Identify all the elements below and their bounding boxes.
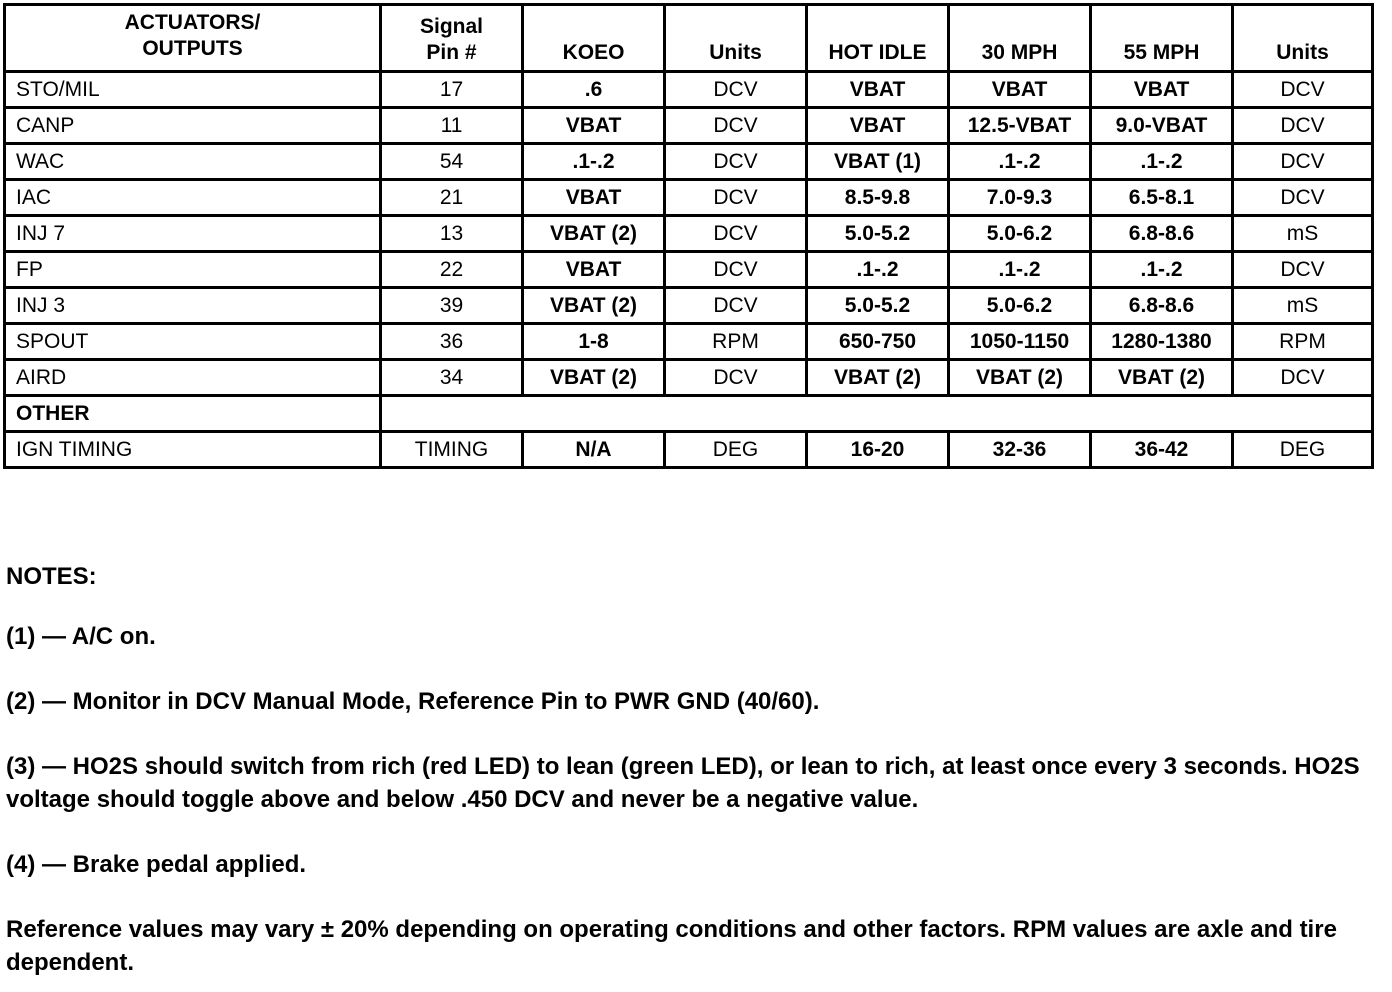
hot-idle-value: 650-750	[807, 324, 949, 360]
note-1: (1) — A/C on.	[6, 623, 156, 650]
mph55-value: VBAT (2)	[1091, 360, 1233, 396]
note-2: (2) — Monitor in DCV Manual Mode, Reference Pin to PWR GND (40/60).	[6, 688, 820, 715]
mph55-value: .1-.2	[1091, 144, 1233, 180]
note-4: (4) — Brake pedal applied.	[6, 851, 307, 878]
mph30-value: VBAT (2)	[949, 360, 1091, 396]
units-2-value: DCV	[1233, 360, 1373, 396]
mph30-value: 1050-1150	[949, 324, 1091, 360]
hot-idle-value: .1-.2	[807, 252, 949, 288]
header-signal-line2: Pin #	[426, 41, 477, 64]
table-row	[5, 144, 1373, 180]
mph30-value: .1-.2	[949, 144, 1091, 180]
other-section-label: OTHER	[5, 396, 381, 432]
signal-pin: 34	[381, 360, 523, 396]
actuators-outputs-table	[3, 3, 1374, 469]
signal-pin: 22	[381, 252, 523, 288]
mph30-value: VBAT	[949, 72, 1091, 108]
units-2-value: mS	[1233, 288, 1373, 324]
koeo-value: VBAT (2)	[523, 288, 665, 324]
units-2-value: mS	[1233, 216, 1373, 252]
units-2-value: DCV	[1233, 144, 1373, 180]
row-name: AIRD	[5, 360, 381, 396]
mph30-value: 12.5-VBAT	[949, 108, 1091, 144]
hot-idle-value: 5.0-5.2	[807, 288, 949, 324]
mph55-value: 9.0-VBAT	[1091, 108, 1233, 144]
mph30-value: 5.0-6.2	[949, 216, 1091, 252]
units-value: DCV	[665, 72, 807, 108]
table-row	[5, 360, 1373, 396]
units-value: DCV	[665, 144, 807, 180]
header-55-mph: 55 MPH	[1091, 5, 1233, 72]
table-row	[5, 324, 1373, 360]
mph30-value: 32-36	[949, 432, 1091, 468]
table-body	[5, 5, 1373, 468]
koeo-value: 1-8	[523, 324, 665, 360]
signal-pin: TIMING	[381, 432, 523, 468]
koeo-value: .1-.2	[523, 144, 665, 180]
koeo-value: VBAT (2)	[523, 360, 665, 396]
row-name: IGN TIMING	[5, 432, 381, 468]
units-2-value: DCV	[1233, 72, 1373, 108]
row-name: INJ 7	[5, 216, 381, 252]
mph55-value: 6.8-8.6	[1091, 288, 1233, 324]
hot-idle-value: VBAT (1)	[807, 144, 949, 180]
signal-pin: 13	[381, 216, 523, 252]
koeo-value: VBAT	[523, 252, 665, 288]
notes-title: NOTES:	[6, 563, 97, 590]
units-value: DCV	[665, 288, 807, 324]
row-name: IAC	[5, 180, 381, 216]
row-name: WAC	[5, 144, 381, 180]
row-name: INJ 3	[5, 288, 381, 324]
signal-pin: 39	[381, 288, 523, 324]
row-name: FP	[5, 252, 381, 288]
hot-idle-value: 8.5-9.8	[807, 180, 949, 216]
table-row	[5, 72, 1373, 108]
other-section-row	[5, 396, 1373, 432]
koeo-value: .6	[523, 72, 665, 108]
units-value: RPM	[665, 324, 807, 360]
header-koeo: KOEO	[523, 5, 665, 72]
header-actuators-line2: OUTPUTS	[142, 37, 243, 60]
table-row	[5, 216, 1373, 252]
hot-idle-value: 5.0-5.2	[807, 216, 949, 252]
hot-idle-value: VBAT (2)	[807, 360, 949, 396]
mph55-value: VBAT	[1091, 72, 1233, 108]
header-actuators-outputs	[5, 5, 381, 72]
table-row	[5, 108, 1373, 144]
units-value: DCV	[665, 180, 807, 216]
koeo-value: VBAT (2)	[523, 216, 665, 252]
header-signal-pin	[381, 5, 523, 72]
mph55-value: 36-42	[1091, 432, 1233, 468]
signal-pin: 21	[381, 180, 523, 216]
table-row	[5, 288, 1373, 324]
mph30-value: 7.0-9.3	[949, 180, 1091, 216]
units-value: DCV	[665, 216, 807, 252]
header-30-mph: 30 MPH	[949, 5, 1091, 72]
row-name: STO/MIL	[5, 72, 381, 108]
header-signal-line1: Signal	[419, 15, 483, 38]
units-2-value: DCV	[1233, 252, 1373, 288]
row-name: CANP	[5, 108, 381, 144]
note-3: (3) — HO2S should switch from rich (red LED) to lean (green LED), or lean to rich, at least once every 3 seconds. HO2S voltage should toggle above and below .450 DCV and never be a negative value.	[6, 753, 1360, 813]
signal-pin: 36	[381, 324, 523, 360]
header-row	[5, 5, 1373, 72]
units-2-value: DEG	[1233, 432, 1373, 468]
units-2-value: RPM	[1233, 324, 1373, 360]
notes-section	[6, 560, 1378, 979]
other-section-empty	[381, 396, 1373, 432]
signal-pin: 54	[381, 144, 523, 180]
units-value: DEG	[665, 432, 807, 468]
units-2-value: DCV	[1233, 108, 1373, 144]
table-row	[5, 252, 1373, 288]
units-value: DCV	[665, 252, 807, 288]
mph30-value: 5.0-6.2	[949, 288, 1091, 324]
hot-idle-value: VBAT	[807, 108, 949, 144]
units-2-value: DCV	[1233, 180, 1373, 216]
mph55-value: 1280-1380	[1091, 324, 1233, 360]
ign-timing-row	[5, 432, 1373, 468]
hot-idle-value: VBAT	[807, 72, 949, 108]
mph55-value: 6.8-8.6	[1091, 216, 1233, 252]
signal-pin: 11	[381, 108, 523, 144]
hot-idle-value: 16-20	[807, 432, 949, 468]
header-hot-idle: HOT IDLE	[807, 5, 949, 72]
units-value: DCV	[665, 360, 807, 396]
mph55-value: 6.5-8.1	[1091, 180, 1233, 216]
koeo-value: VBAT	[523, 180, 665, 216]
header-units-2: Units	[1233, 5, 1373, 72]
koeo-value: N/A	[523, 432, 665, 468]
units-value: DCV	[665, 108, 807, 144]
reference-footnote: Reference values may vary ± 20% depending on operating conditions and other factors. RPM values are axle and tire dependent.	[6, 916, 1337, 976]
header-actuators-line1: ACTUATORS/	[124, 11, 261, 34]
table-row	[5, 180, 1373, 216]
mph30-value: .1-.2	[949, 252, 1091, 288]
signal-pin: 17	[381, 72, 523, 108]
koeo-value: VBAT	[523, 108, 665, 144]
mph55-value: .1-.2	[1091, 252, 1233, 288]
header-units-1: Units	[665, 5, 807, 72]
row-name: SPOUT	[5, 324, 381, 360]
